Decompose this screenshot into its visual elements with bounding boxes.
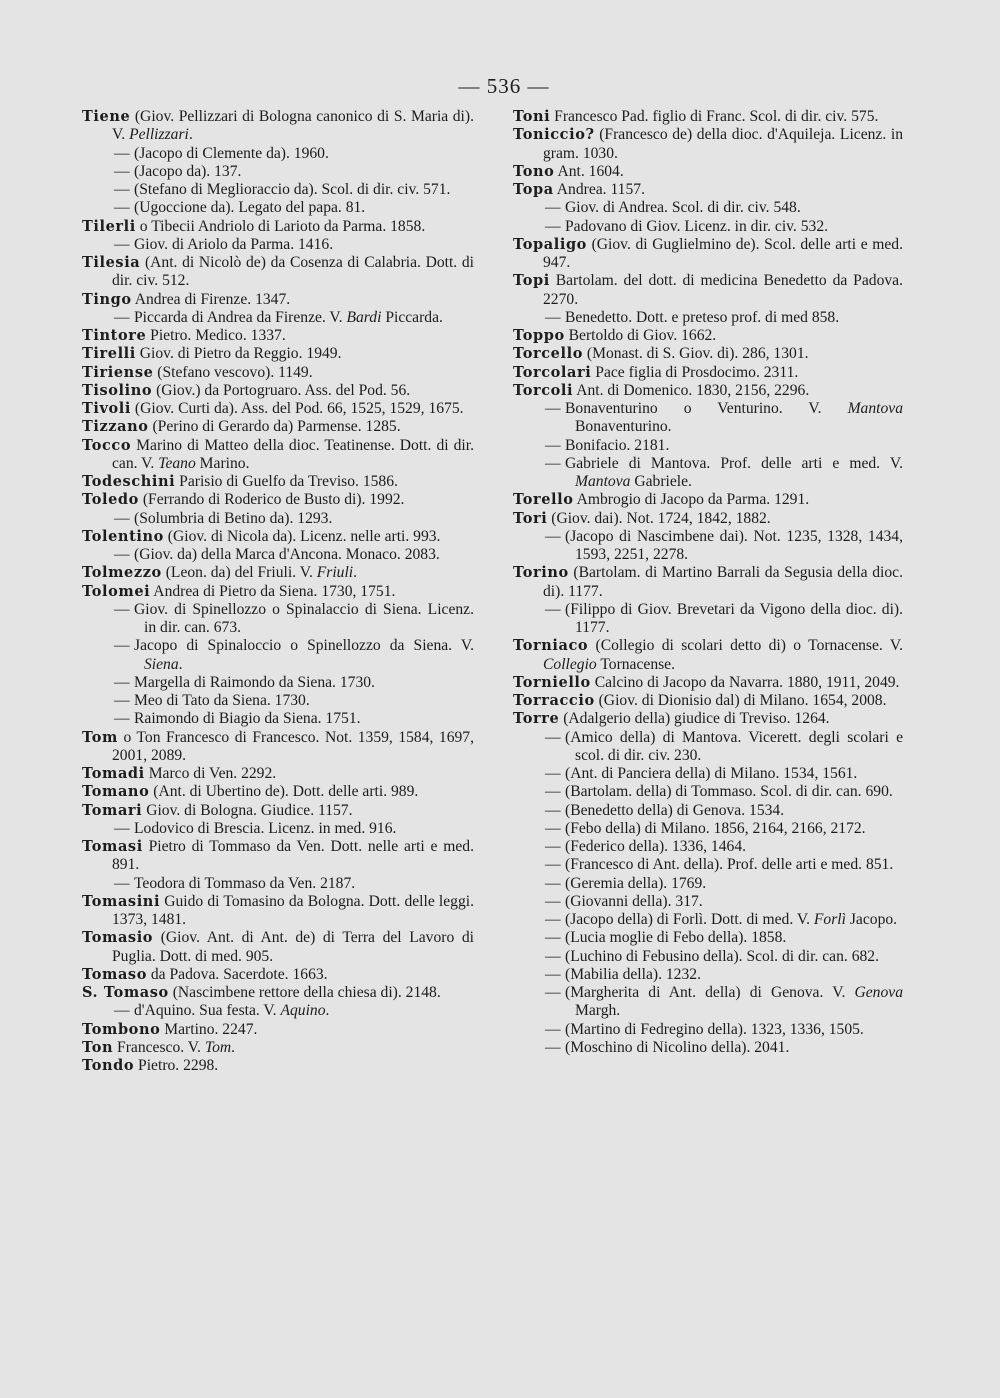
entry-text-tail: . <box>231 1038 236 1056</box>
index-entry <box>513 674 903 692</box>
entry-text: Giov. di Pietro da Reggio. 1949. <box>135 345 342 363</box>
entry-headword: Tiriense <box>82 363 154 381</box>
index-entry <box>82 583 474 601</box>
entry-text: Guido di Tomasino da Bologna. Dott. delle leggi. 1373, 1481. <box>112 892 474 928</box>
ditto-dash: — <box>545 527 561 545</box>
index-entry <box>82 1057 474 1075</box>
entry-text: Teodora di Tommaso da Ven. 2187. <box>134 874 356 892</box>
entry-headword: Tiene <box>82 108 131 125</box>
entry-text: (Ugoccione da). Legato del papa. 81. <box>134 199 366 217</box>
entry-text-tail: Jacopo. <box>845 911 898 928</box>
entry-headword: Toniccio? <box>513 126 595 144</box>
entry-headword: Tori <box>513 509 548 527</box>
entry-text: (Adalgerio della) giudice di Treviso. 1264. <box>559 710 830 728</box>
ditto-dash: — <box>114 235 130 253</box>
index-entry <box>82 327 474 345</box>
index-entry <box>82 893 474 930</box>
entry-text: Pietro. 2298. <box>134 1057 219 1074</box>
entry-text: (Giov. Curti da). Ass. del Pod. 66, 1525, 1529, 1675. <box>131 400 464 417</box>
ditto-dash: — <box>545 947 561 965</box>
index-entry <box>513 382 903 400</box>
entry-text: (Bartolam. della) di Tommaso. Scol. di dir. can. 690. <box>565 783 893 801</box>
entry-headword: Tilerli <box>82 217 136 235</box>
ditto-dash: — <box>545 929 561 947</box>
index-subentry <box>513 911 903 929</box>
index-entry <box>82 473 474 491</box>
index-entry <box>513 236 903 273</box>
entry-text-tail: Bonaventurino. <box>575 418 672 436</box>
entry-text: Piccarda di Andrea da Firenze. V. <box>134 308 347 326</box>
entry-text: (Jacopo di Clemente da). 1960. <box>134 144 329 162</box>
entry-text-tail: . <box>325 1002 330 1020</box>
entry-text: (Perino di Gerardo da) Parmense. 1285. <box>148 418 401 436</box>
entry-text: (Jacopo della) di Forlì. Dott. di med. V. <box>565 911 814 928</box>
index-subentry <box>513 783 903 801</box>
ditto-dash: — <box>545 856 561 874</box>
entry-headword: Tomadi <box>82 765 145 782</box>
index-subentry <box>513 218 903 236</box>
index-subentry <box>513 729 903 766</box>
index-subentry <box>513 820 903 838</box>
ditto-dash: — <box>545 874 561 892</box>
ditto-dash: — <box>114 308 130 326</box>
entry-text-tail: Margh. <box>575 1002 621 1020</box>
index-entry <box>82 218 474 236</box>
cross-reference: Collegio <box>543 655 597 673</box>
entry-headword: Tocco <box>82 436 132 454</box>
index-entry <box>513 327 903 345</box>
index-subentry <box>82 820 474 838</box>
entry-headword: Torcello <box>513 345 583 363</box>
index-subentry <box>82 181 474 199</box>
index-entry <box>82 1021 474 1039</box>
index-column-left <box>82 108 474 1075</box>
entry-text: Bertoldo di Giov. 1662. <box>564 327 717 344</box>
entry-text: Ant. di Domenico. 1830, 2156, 2296. <box>573 381 810 399</box>
index-subentry <box>513 893 903 911</box>
index-entry <box>82 491 474 509</box>
index-entry <box>82 418 474 436</box>
index-entry <box>82 729 474 766</box>
entry-headword: Tombono <box>82 1020 161 1038</box>
entry-text: Jacopo di Spinaloccio o Spinellozzo da Siena. V. <box>134 637 474 655</box>
entry-text: (Luchino di Febusino della). Scol. di dir. can. 682. <box>565 947 879 965</box>
entry-text: (Margherita di Ant. della) di Genova. V. <box>565 984 855 1001</box>
index-entry <box>513 692 903 710</box>
index-subentry <box>82 1002 474 1020</box>
entry-text: Meo di Tato da Siena. 1730. <box>134 692 310 709</box>
index-entry <box>82 1039 474 1057</box>
entry-text: Andrea di Firenze. 1347. <box>131 290 291 308</box>
ditto-dash: — <box>114 673 130 691</box>
index-subentry <box>82 710 474 728</box>
entry-headword: Toppo <box>513 327 565 344</box>
entry-text: Ant. 1604. <box>554 162 624 180</box>
index-subentry <box>82 875 474 893</box>
entry-headword: Torraccio <box>513 692 595 709</box>
ditto-dash: — <box>114 509 130 527</box>
entry-headword: Tirelli <box>82 345 136 363</box>
index-subentry <box>513 984 903 1021</box>
ditto-dash: — <box>545 783 561 801</box>
entry-headword: Tingo <box>82 290 132 308</box>
entry-text: (Filippo di Giov. Brevetari da Vigono della dioc. di). 1177. <box>565 600 903 636</box>
index-subentry <box>513 966 903 984</box>
index-entry <box>82 783 474 801</box>
index-entry <box>513 181 903 199</box>
entry-headword: Torniello <box>513 673 591 691</box>
entry-text: Padovano di Giov. Licenz. in dir. civ. 532. <box>565 217 829 235</box>
index-entry <box>82 802 474 820</box>
index-entry <box>513 126 903 163</box>
cross-reference: Friuli <box>316 564 354 582</box>
index-subentry <box>82 601 474 638</box>
ditto-dash: — <box>114 710 130 728</box>
entry-headword: Topaligo <box>513 235 587 253</box>
entry-headword: Torino <box>513 564 569 582</box>
entry-text-tail: Piccarda. <box>381 308 443 326</box>
index-subentry <box>513 929 903 947</box>
entry-text-tail: Gabriele. <box>630 473 692 490</box>
entry-text: (Francesco de) della dioc. d'Aquileja. Licenz. in gram. 1030. <box>543 126 903 162</box>
entry-text: (Stefano vescovo). 1149. <box>153 363 313 381</box>
index-entry <box>82 364 474 382</box>
entry-text: Pace figlia di Prosdocimo. 2311. <box>591 363 799 381</box>
entry-headword: Torniaco <box>513 637 589 655</box>
entry-headword: Tisolino <box>82 381 153 399</box>
entry-text: Bartolam. del dott. di medicina Benedetto da Padova. 2270. <box>543 272 903 308</box>
entry-text: (Giov.) da Portogruaro. Ass. del Pod. 56. <box>152 381 411 399</box>
index-subentry <box>82 637 474 674</box>
index-subentry <box>513 400 903 437</box>
entry-text: (Solumbria di Betino da). 1293. <box>134 509 333 527</box>
entry-text: Ambrogio di Jacopo da Parma. 1291. <box>573 491 810 509</box>
entry-text: Andrea. 1157. <box>553 181 645 198</box>
index-entry <box>82 984 474 1002</box>
entry-text-tail: . <box>178 655 183 673</box>
entry-text: (Ant. di Nicolò de) da Cosenza di Calabria. Dott. di dir. civ. 512. <box>112 254 474 290</box>
index-entry <box>513 710 903 728</box>
index-subentry <box>513 601 903 638</box>
index-entry <box>82 966 474 984</box>
entry-headword: Topi <box>513 272 550 290</box>
cross-reference: Bardi <box>346 308 382 326</box>
entry-text: (Moschino di Nicolino della). 2041. <box>565 1038 790 1056</box>
entry-text: Raimondo di Biagio da Siena. 1751. <box>134 710 361 728</box>
entry-text: (Collegio di scolari detto di) o Tornacense. V. <box>588 637 903 655</box>
index-entry <box>82 108 474 145</box>
entry-text: Lodovico di Brescia. Licenz. in med. 916. <box>134 819 397 837</box>
ditto-dash: — <box>114 819 130 837</box>
index-subentry <box>82 145 474 163</box>
index-subentry <box>513 528 903 565</box>
ditto-dash: — <box>545 199 561 217</box>
entry-text: (Martino di Fedregino della). 1323, 1336, 1505. <box>565 1020 864 1038</box>
index-subentry <box>513 1021 903 1039</box>
ditto-dash: — <box>545 765 561 782</box>
cross-reference: Siena <box>144 655 179 673</box>
entry-text: Calcino di Jacopo da Navarra. 1880, 1911, 2049. <box>590 673 900 691</box>
ditto-dash: — <box>545 1020 561 1038</box>
index-subentry <box>82 236 474 254</box>
entry-headword: Tolomei <box>82 582 151 600</box>
ditto-dash: — <box>545 892 561 910</box>
ditto-dash: — <box>545 984 561 1001</box>
entry-headword: Tintore <box>82 327 147 344</box>
index-entry <box>82 765 474 783</box>
entry-text: (Monast. di S. Giov. di). 286, 1301. <box>582 345 809 363</box>
entry-headword: Tono <box>513 162 555 180</box>
index-subentry <box>82 163 474 181</box>
index-entry <box>82 345 474 363</box>
entry-headword: Tolmezzo <box>82 564 162 582</box>
entry-text: (Febo della) di Milano. 1856, 2164, 2166, 2172. <box>565 819 866 837</box>
entry-text: (Geremia della). 1769. <box>565 874 707 892</box>
entry-headword: Tomasini <box>82 892 161 910</box>
cross-reference: Mantova <box>575 473 631 490</box>
index-entry <box>513 108 903 126</box>
entry-text: Parisio di Guelfo da Treviso. 1586. <box>175 473 398 490</box>
entry-headword: Toni <box>513 108 551 125</box>
index-entry <box>513 564 903 601</box>
entry-headword: Tivoli <box>82 400 132 417</box>
entry-text: (Jacopo di Nascimbene dai). Not. 1235, 1328, 1434, 1593, 2251, 2278. <box>565 527 903 563</box>
entry-headword: Tomasi <box>82 838 143 855</box>
entry-text-tail: . <box>353 564 358 582</box>
entry-text: (Giov. Ant. di Ant. de) di Terra del Lavoro di Puglia. Dott. di med. 905. <box>112 929 474 965</box>
entry-text: (Giov. Pellizzari di Bologna canonico di S. Maria di). V. <box>112 108 474 144</box>
cross-reference: Pellizzari <box>129 126 189 144</box>
entry-text: (Giov. dai). Not. 1724, 1842, 1882. <box>547 509 771 527</box>
entry-text: (Ant. di Panciera della) di Milano. 1534, 1561. <box>565 765 858 782</box>
entry-headword: Tizzano <box>82 418 149 436</box>
entry-text: (Leon. da) del Friuli. V. <box>161 564 317 582</box>
index-entry <box>82 929 474 966</box>
entry-text: (Lucia moglie di Febo della). 1858. <box>565 929 787 947</box>
ditto-dash: — <box>545 436 561 454</box>
entry-text: Pietro. Medico. 1337. <box>146 327 286 344</box>
index-subentry <box>513 309 903 327</box>
ditto-dash: — <box>114 546 130 563</box>
ditto-dash: — <box>545 217 561 235</box>
entry-headword: Tomasio <box>82 929 154 947</box>
ditto-dash: — <box>114 144 130 162</box>
entry-text: Francesco Pad. figlio di Franc. Scol. di dir. civ. 575. <box>550 108 879 125</box>
entry-text-tail: Tornacense. <box>596 655 676 673</box>
entry-text: (Ferrando di Roderico de Busto di). 1992. <box>138 491 405 509</box>
ditto-dash: — <box>545 838 561 855</box>
entry-text: (Giovanni della). 317. <box>565 892 703 910</box>
entry-text: (Federico della). 1336, 1464. <box>565 838 747 855</box>
ditto-dash: — <box>545 1038 561 1056</box>
ditto-dash: — <box>545 911 561 928</box>
index-column-right <box>513 108 903 1057</box>
index-entry <box>513 364 903 382</box>
ditto-dash: — <box>545 965 561 983</box>
cross-reference: Tom <box>204 1038 232 1056</box>
entry-text: (Giov. da) della Marca d'Ancona. Monaco. 2083. <box>134 546 440 563</box>
index-entry <box>513 345 903 363</box>
index-subentry <box>513 802 903 820</box>
index-entry <box>82 291 474 309</box>
entry-text: (Ant. di Ubertino de). Dott. delle arti. 989. <box>149 783 419 801</box>
index-entry <box>82 437 474 474</box>
entry-text: Giov. di Ariolo da Parma. 1416. <box>134 235 334 253</box>
entry-headword: Toledo <box>82 491 139 509</box>
ditto-dash: — <box>114 1002 130 1020</box>
ditto-dash: — <box>545 400 561 417</box>
entry-text: (Francesco di Ant. della). Prof. delle arti e med. 851. <box>565 856 894 874</box>
entry-text: Gabriele di Mantova. Prof. delle arti e med. V. <box>565 454 903 472</box>
page-number: — 536 — <box>458 74 550 98</box>
index-subentry <box>513 875 903 893</box>
entry-text: (Benedetto della) di Genova. 1534. <box>565 801 785 819</box>
ditto-dash: — <box>545 728 561 746</box>
entry-headword: Tom <box>82 728 118 746</box>
cross-reference: Aquino <box>280 1002 326 1020</box>
entry-headword: Todeschini <box>82 473 176 490</box>
index-subentry <box>513 437 903 455</box>
index-subentry <box>513 455 903 492</box>
entry-text: (Giov. di Nicola da). Licenz. nelle arti. 993. <box>163 527 441 545</box>
cross-reference: Genova <box>854 984 903 1001</box>
entry-text: (Amico della) di Mantova. Vicerett. degli scolari e scol. di dir. civ. 230. <box>565 728 903 764</box>
index-entry <box>82 254 474 291</box>
index-entry <box>82 382 474 400</box>
entry-text: da Padova. Sacerdote. 1663. <box>146 965 328 983</box>
entry-text: Andrea di Pietro da Siena. 1730, 1751. <box>150 582 396 600</box>
ditto-dash: — <box>545 454 561 472</box>
entry-text: Giov. di Bologna. Giudice. 1157. <box>142 801 353 819</box>
ditto-dash: — <box>114 600 130 618</box>
ditto-dash: — <box>114 199 130 217</box>
entry-text: Francesco. V. <box>113 1038 205 1056</box>
entry-text: (Mabilia della). 1232. <box>565 965 701 983</box>
index-entry <box>513 510 903 528</box>
entry-headword: Tondo <box>82 1057 135 1074</box>
cross-reference: Teano <box>158 454 196 472</box>
entry-text: (Giov. di Dionisio dal) di Milano. 1654, 2008. <box>594 692 887 709</box>
index-subentry <box>82 692 474 710</box>
index-subentry <box>82 510 474 528</box>
entry-headword: Torcolari <box>513 363 592 381</box>
entry-text: (Nascimbene rettore della chiesa di). 2148. <box>168 984 441 1001</box>
index-entry <box>513 491 903 509</box>
entry-headword: S. Tomaso <box>82 984 169 1001</box>
index-entry <box>82 838 474 875</box>
entry-text: Benedetto. Dott. e preteso prof. di med 858. <box>565 308 840 326</box>
entry-headword: Tomari <box>82 801 143 819</box>
entry-headword: Torcoli <box>513 381 574 399</box>
entry-text: Bonifacio. 2181. <box>565 436 670 454</box>
entry-text: o Ton Francesco di Francesco. Not. 1359, 1584, 1697, 2001, 2089. <box>112 728 474 764</box>
entry-headword: Tolentino <box>82 527 164 545</box>
entry-text: Marino di Matteo della dioc. Teatinense. Dott. di dir. can. V. <box>112 436 474 472</box>
entry-headword: Topa <box>513 181 554 198</box>
index-entry <box>513 272 903 309</box>
index-subentry <box>513 838 903 856</box>
index-subentry <box>82 674 474 692</box>
entry-text-tail: Marino. <box>195 454 250 472</box>
entry-headword: Ton <box>82 1038 114 1056</box>
index-entry <box>82 528 474 546</box>
ditto-dash: — <box>545 819 561 837</box>
entry-headword: Tomaso <box>82 965 147 983</box>
index-entry <box>513 637 903 674</box>
ditto-dash: — <box>545 600 561 618</box>
entry-text: Marco di Ven. 2292. <box>144 765 277 782</box>
entry-text: Giov. di Andrea. Scol. di dir. civ. 548. <box>565 199 801 217</box>
index-subentry <box>513 948 903 966</box>
entry-text: (Stefano di Meglioraccio da). Scol. di dir. civ. 571. <box>134 181 451 198</box>
entry-text: (Jacopo da). 137. <box>134 162 242 180</box>
index-subentry <box>82 199 474 217</box>
ditto-dash: — <box>114 692 130 709</box>
entry-text: (Giov. di Guglielmino de). Scol. delle arti e med. 947. <box>543 235 903 271</box>
entry-headword: Tilesia <box>82 254 141 271</box>
index-subentry <box>82 546 474 564</box>
ditto-dash: — <box>114 874 130 892</box>
index-subentry <box>513 856 903 874</box>
entry-text: Bonaventurino o Venturino. V. <box>565 400 848 417</box>
ditto-dash: — <box>114 637 130 655</box>
index-entry <box>82 400 474 418</box>
entry-text: Giov. di Spinellozzo o Spinalaccio di Siena. Licenz. in dir. can. 673. <box>134 600 474 636</box>
ditto-dash: — <box>114 162 130 180</box>
ditto-dash: — <box>545 308 561 326</box>
entry-text: d'Aquino. Sua festa. V. <box>134 1002 281 1020</box>
index-subentry <box>82 309 474 327</box>
entry-text: o Tibecii Andriolo di Larioto da Parma. 1858. <box>135 217 426 235</box>
entry-headword: Torre <box>513 710 560 728</box>
entry-text: Pietro di Tommaso da Ven. Dott. nelle arti e med. 891. <box>112 838 474 874</box>
entry-text: Margella di Raimondo da Siena. 1730. <box>134 673 375 691</box>
index-subentry <box>513 1039 903 1057</box>
index-entry <box>82 564 474 582</box>
index-subentry <box>513 199 903 217</box>
cross-reference: Forlì <box>813 911 846 928</box>
ditto-dash: — <box>114 181 130 198</box>
entry-headword: Torello <box>513 491 574 509</box>
entry-text: Martino. 2247. <box>160 1020 258 1038</box>
ditto-dash: — <box>545 801 561 819</box>
cross-reference: Mantova <box>847 400 903 417</box>
entry-text-tail: . <box>188 126 193 144</box>
entry-headword: Tomano <box>82 783 150 801</box>
entry-text: (Bartolam. di Martino Barrali da Segusia della dioc. di). 1177. <box>543 564 903 600</box>
index-entry <box>513 163 903 181</box>
index-subentry <box>513 765 903 783</box>
